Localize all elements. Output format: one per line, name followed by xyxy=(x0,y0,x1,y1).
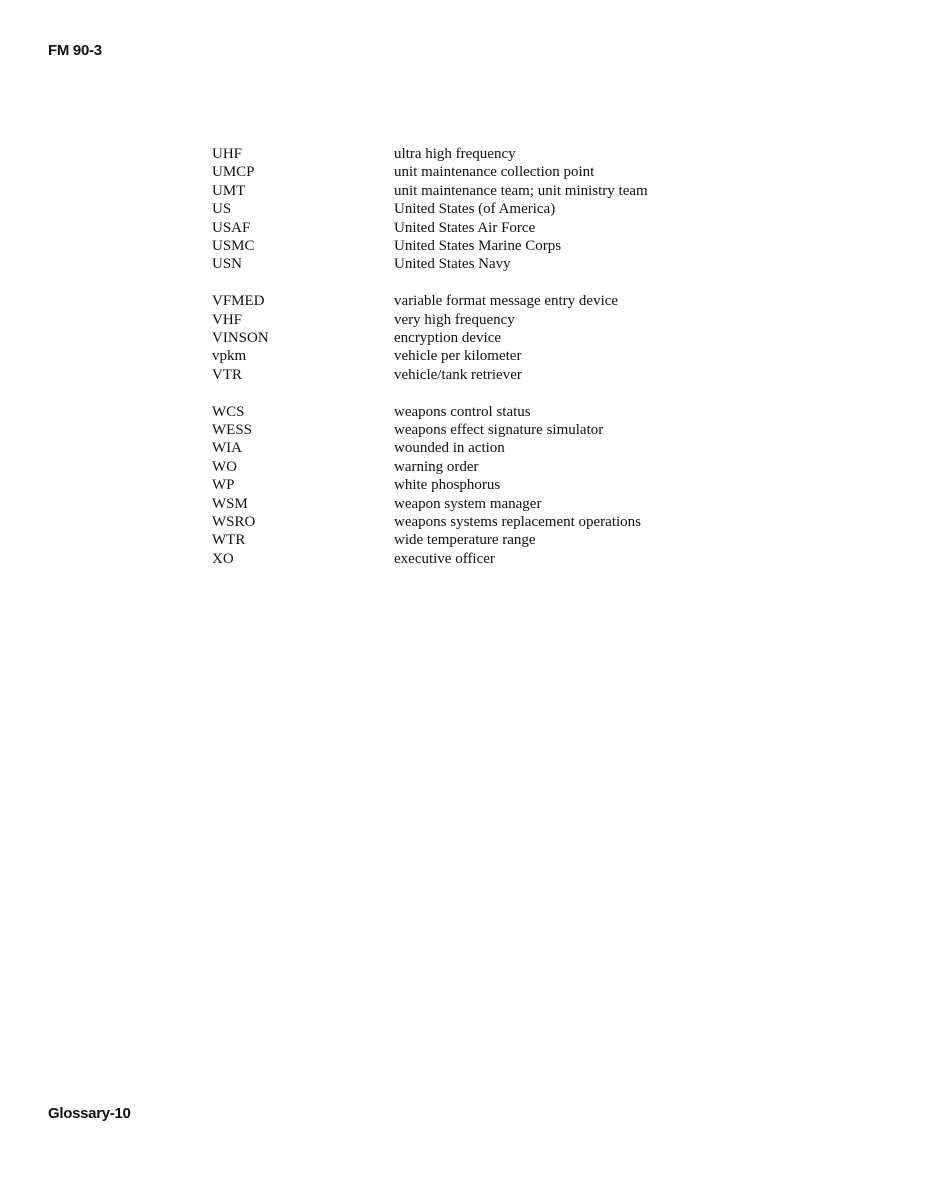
glossary-definition: weapon system manager xyxy=(394,495,542,512)
glossary-abbreviation: VTR xyxy=(212,366,242,383)
glossary-definition: unit maintenance collection point xyxy=(394,164,595,181)
glossary-definition: white phosphorus xyxy=(394,477,501,494)
glossary-definition: weapons control status xyxy=(394,403,531,420)
glossary-definition: United States (of America) xyxy=(394,201,556,218)
glossary-entry xyxy=(212,458,772,476)
glossary-entry xyxy=(212,219,772,237)
glossary-abbreviation: VHF xyxy=(212,311,243,328)
glossary-abbreviation: UHF xyxy=(212,146,243,162)
glossary-definition: unit maintenance team; unit ministry team xyxy=(394,182,648,199)
glossary-abbreviation: WTR xyxy=(212,532,246,549)
glossary-entry xyxy=(212,403,772,421)
glossary-abbreviation: UMCP xyxy=(212,164,255,181)
glossary-abbreviation: WIA xyxy=(212,440,242,457)
glossary-entry xyxy=(212,237,772,255)
glossary-abbreviation: WO xyxy=(212,458,237,475)
glossary-entry xyxy=(212,145,772,163)
glossary-definition: variable format message entry device xyxy=(394,293,619,310)
glossary-group-w xyxy=(212,403,772,569)
glossary-definition: weapons effect signature simulator xyxy=(394,422,604,439)
glossary-abbreviation: USMC xyxy=(212,237,255,254)
glossary-entry xyxy=(212,311,772,329)
glossary-entry xyxy=(212,347,772,365)
glossary-definition: warning order xyxy=(394,458,479,475)
glossary-abbreviation: USN xyxy=(212,256,243,273)
page-header-doc-id: FM 90-3 xyxy=(48,42,102,59)
glossary-abbreviation: VFMED xyxy=(212,293,265,310)
glossary-definition: wounded in action xyxy=(394,440,505,457)
glossary-definition: executive officer xyxy=(394,550,495,567)
glossary-definition: wide temperature range xyxy=(394,532,536,549)
glossary-definition: vehicle/tank retriever xyxy=(394,366,522,383)
glossary-abbreviation: XO xyxy=(212,550,234,567)
glossary-entry xyxy=(212,366,772,384)
glossary-abbreviation: WESS xyxy=(212,422,253,439)
glossary-entry xyxy=(212,439,772,457)
glossary-entry xyxy=(212,531,772,549)
glossary-definition: United States Air Force xyxy=(394,219,536,236)
glossary-entry xyxy=(212,200,772,218)
glossary-entry xyxy=(212,329,772,347)
glossary-group-u xyxy=(212,145,772,274)
glossary-entry xyxy=(212,550,772,568)
glossary-definition: encryption device xyxy=(394,330,502,347)
glossary-abbreviation: vpkm xyxy=(212,348,247,365)
glossary-entry xyxy=(212,292,772,310)
glossary-entry xyxy=(212,495,772,513)
glossary-group-v xyxy=(212,292,772,384)
glossary-abbreviation: WP xyxy=(212,477,235,494)
glossary-entry xyxy=(212,476,772,494)
glossary-entry xyxy=(212,182,772,200)
glossary-list xyxy=(212,145,772,587)
glossary-abbreviation: UMT xyxy=(212,182,246,199)
glossary-definition: ultra high frequency xyxy=(394,146,516,162)
glossary-definition: United States Navy xyxy=(394,256,511,273)
glossary-abbreviation: US xyxy=(212,201,232,218)
glossary-definition: weapons systems replacement operations xyxy=(394,514,642,531)
glossary-entry xyxy=(212,255,772,273)
glossary-entry xyxy=(212,421,772,439)
page-footer-label: Glossary-10 xyxy=(48,1105,131,1122)
glossary-abbreviation: WSM xyxy=(212,495,248,512)
glossary-abbreviation: USAF xyxy=(212,219,251,236)
glossary-abbreviation: WSRO xyxy=(212,514,256,531)
glossary-abbreviation: WCS xyxy=(212,403,245,420)
glossary-definition: very high frequency xyxy=(394,311,515,328)
glossary-definition: vehicle per kilometer xyxy=(394,348,522,365)
glossary-entry xyxy=(212,163,772,181)
glossary-abbreviation: VINSON xyxy=(212,330,269,347)
glossary-definition: United States Marine Corps xyxy=(394,237,562,254)
glossary-entry xyxy=(212,513,772,531)
